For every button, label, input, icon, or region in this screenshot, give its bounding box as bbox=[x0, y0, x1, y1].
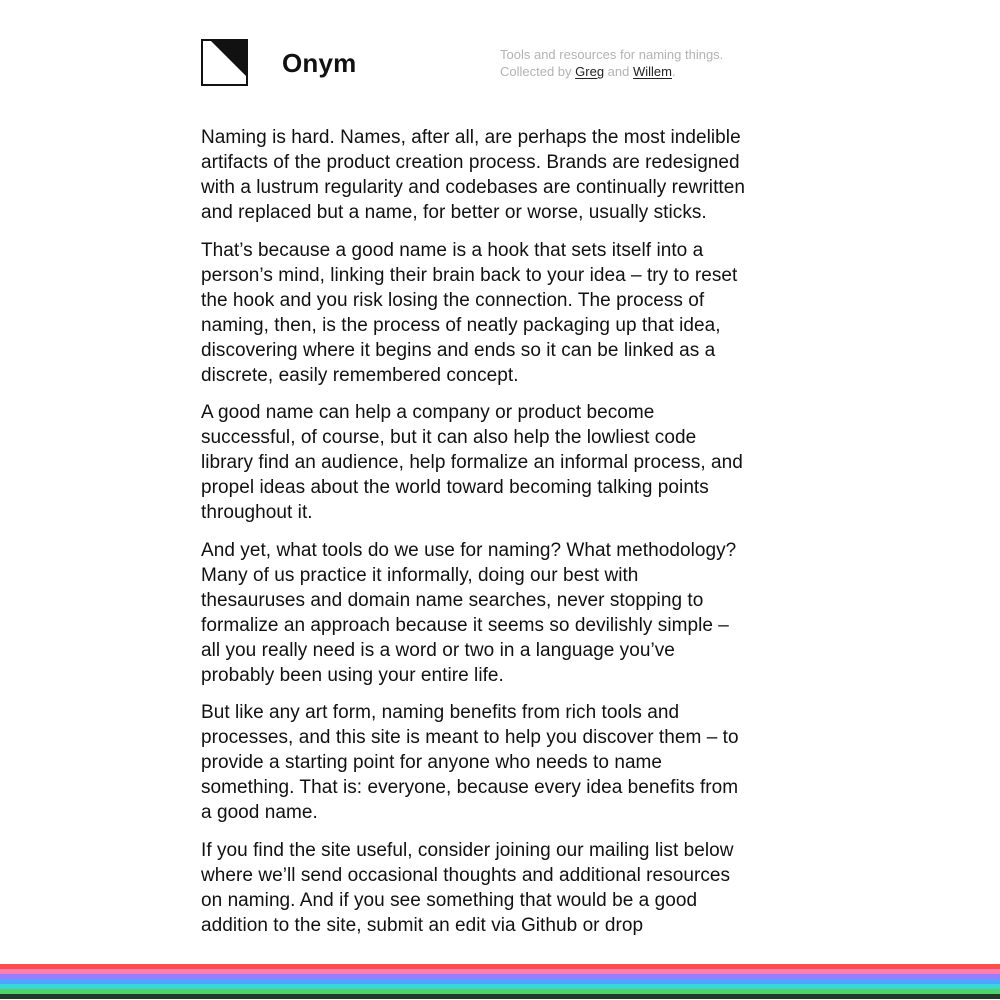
tagline-line-2 bbox=[500, 63, 723, 80]
rainbow-stripe bbox=[0, 994, 1000, 999]
tagline-and: and bbox=[604, 64, 633, 79]
author-link-greg[interactable]: Greg bbox=[575, 64, 605, 79]
tagline-prefix: Collected by bbox=[500, 64, 576, 79]
rainbow-footer-bar bbox=[0, 956, 1000, 1000]
intro-paragraph: And yet, what tools do we use for naming? What methodology? Many of us practice it informally, doing our best with thesauruses and domain name searches, never stopping to formalize an approach because it seems so devilishly simple – all you really need is a word or two in a language you’ve probably been using your entire life. bbox=[201, 539, 737, 686]
tagline-line-1: Tools and resources for naming things. bbox=[500, 47, 724, 62]
intro-paragraph: That’s because a good name is a hook that sets itself into a person’s mind, linking their brain back to your idea – try to reset the hook and you risk losing the connection. The process of naming, then, is the process of neatly packaging up that idea, discovering where it begins and ends so it can be linked as a discrete, easily remembered concept. bbox=[201, 239, 738, 386]
intro-paragraph: A good name can help a company or product become successful, of course, but it can also help the lowliest code library find an audience, help formalize an informal process, and propel ideas about the world toward becoming talking points throughout it. bbox=[201, 402, 743, 523]
tagline-suffix: . bbox=[671, 64, 676, 79]
site-header bbox=[201, 39, 746, 87]
intro-content bbox=[201, 125, 761, 950]
author-link-willem[interactable]: Willem bbox=[632, 64, 672, 79]
site-title[interactable]: Onym bbox=[282, 48, 357, 78]
intro-paragraph: If you find the site useful, consider joining our mailing list below where we’ll send occasional thoughts and additional resources on naming. And if you see something that would be a good addition to the site, submit an edit via Github or drop bbox=[201, 839, 734, 936]
onym-logo-icon[interactable] bbox=[201, 39, 248, 86]
intro-paragraph: Naming is hard. Names, after all, are perhaps the most indelible artifacts of the product creation process. Brands are redesigned with a lustrum regularity and codebases are continually rewritten and replaced but a name, for better or worse, usually sticks. bbox=[201, 127, 745, 223]
intro-paragraph: But like any art form, naming benefits from rich tools and processes, and this site is meant to help you discover them – to provide a starting point for anyone who needs to name something. That is: everyone, because every idea benefits from a good name. bbox=[201, 702, 739, 823]
site-tagline bbox=[500, 46, 723, 80]
